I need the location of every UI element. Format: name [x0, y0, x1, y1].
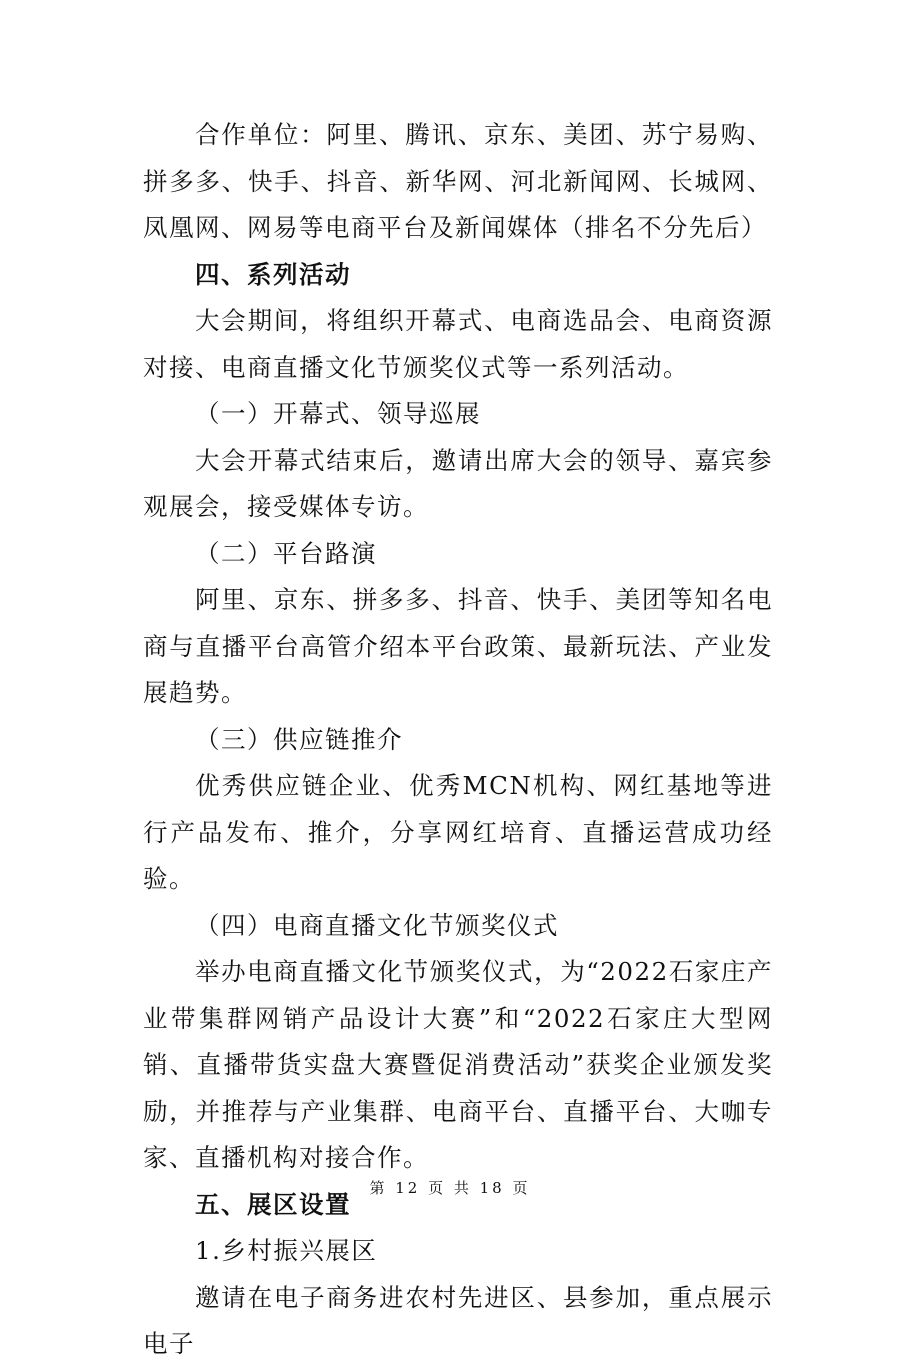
paragraph-partners: 合作单位：阿里、腾讯、京东、美团、苏宁易购、拼多多、快手、抖音、新华网、河北新闻网、长城网、凤凰网、网易等电商平台及新闻媒体（排名不分先后）: [143, 120, 773, 242]
paragraph-activities-intro: 大会期间，将组织开幕式、电商选品会、电商资源对接、电商直播文化节颁奖仪式等一系列活动。: [143, 306, 773, 382]
section-heading-activities: 四、系列活动: [195, 259, 351, 289]
subheading-opening: （一）开幕式、领导巡展: [195, 399, 481, 428]
page-number-footer: 第 12 页 共 18 页: [369, 1179, 531, 1197]
subheading-award-ceremony: （四）电商直播文化节颁奖仪式: [195, 910, 559, 940]
section-heading-exhibition-areas: 五、展区设置: [195, 1189, 351, 1219]
subheading-supply-chain: （三）供应链推介: [195, 724, 403, 754]
subheading-rural-revitalization: 1.乡村振兴展区: [195, 1236, 378, 1265]
paragraph-roadshow: 阿里、京东、拼多多、抖音、快手、美团等知名电商与直播平台高管介绍本平台政策、最新玩法、产业发展趋势。: [143, 585, 773, 707]
paragraph-award-ceremony: 举办电商直播文化节颁奖仪式，为“2022石家庄产业带集群网销产品设计大赛”和“2022石家庄大型网销、直播带货实盘大赛暨促消费活动”获奖企业颁发奖励，并推荐与产业集群、电商平台、直播平台、大咖专家、直播机构对接合作。: [143, 957, 773, 1172]
paragraph-supply-chain: 优秀供应链企业、优秀MCN机构、网红基地等进行产品发布、推介，分享网红培育、直播运营成功经验。: [143, 771, 773, 893]
paragraph-opening: 大会开幕式结束后，邀请出席大会的领导、嘉宾参观展会，接受媒体专访。: [143, 445, 773, 521]
subheading-roadshow: （二）平台路演: [195, 538, 377, 568]
paragraph-rural-revitalization: 邀请在电子商务进农村先进区、县参加，重点展示电子: [143, 1282, 773, 1358]
